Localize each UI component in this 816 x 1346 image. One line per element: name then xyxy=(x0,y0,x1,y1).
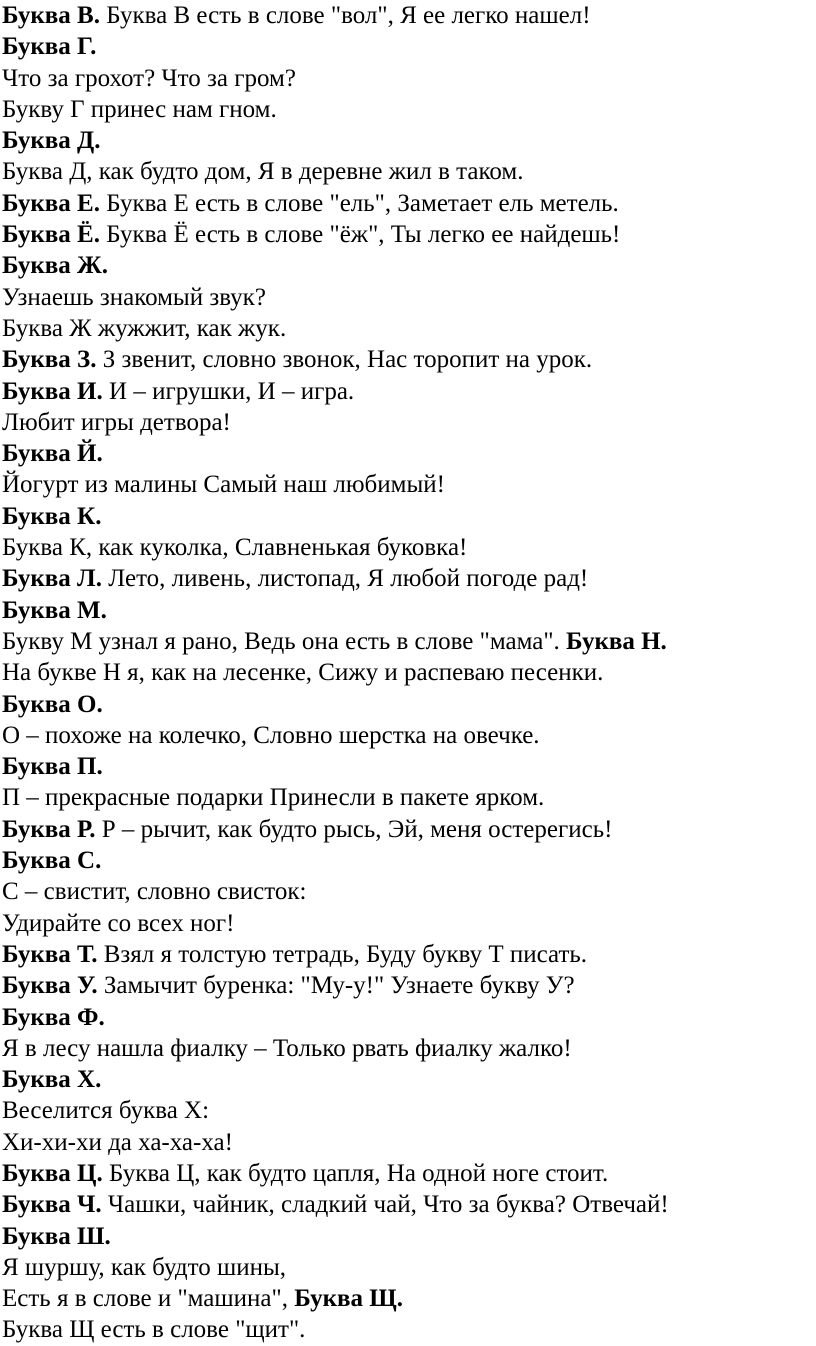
letter-heading: Буква Т. xyxy=(2,940,98,968)
verse-text: Букву М узнал я рано, Ведь она есть в слове "мама". xyxy=(2,627,567,655)
verse-text: С – свистит, словно свисток: xyxy=(2,878,307,906)
verse-text: З звенит, словно звонок, Нас торопит на урок. xyxy=(96,346,593,374)
verse-text: Буква Щ есть в слове "щит". xyxy=(2,1316,306,1344)
letter-heading: Буква Ё. xyxy=(2,221,100,249)
verse-text: Буква Д, как будто дом, Я в деревне жил в таком. xyxy=(2,158,524,186)
verse-text: Лето, ливень, листопад, Я любой погоде рад! xyxy=(101,565,589,593)
text-line xyxy=(2,532,816,563)
text-line xyxy=(2,1095,816,1126)
letter-heading: Буква К. xyxy=(2,502,102,530)
verse-text: Удирайте со всех ног! xyxy=(2,909,235,937)
text-line xyxy=(2,1158,816,1189)
text-line xyxy=(2,376,816,407)
text-line xyxy=(2,188,816,219)
text-line xyxy=(2,501,816,532)
text-line xyxy=(2,782,816,813)
verse-text: Буква Ж жужжит, как жук. xyxy=(2,314,287,342)
verse-text: Любит игры детвора! xyxy=(2,408,231,436)
text-line xyxy=(2,939,816,970)
text-line xyxy=(2,156,816,187)
verse-text: Взял я толстую тетрадь, Буду букву Т писать. xyxy=(97,940,588,968)
text-line xyxy=(2,720,816,751)
text-line xyxy=(2,31,816,62)
letter-heading: Буква И. xyxy=(2,377,103,405)
letter-heading: Буква З. xyxy=(2,346,97,374)
text-line xyxy=(2,1252,816,1283)
text-line xyxy=(2,250,816,281)
text-line xyxy=(2,1283,816,1314)
letter-heading: Буква Р. xyxy=(2,815,96,843)
text-line xyxy=(2,407,816,438)
text-line xyxy=(2,563,816,594)
letter-heading: Буква М. xyxy=(2,596,107,624)
letter-heading: Буква Ш. xyxy=(2,1222,111,1250)
text-line xyxy=(2,1033,816,1064)
verse-text: Хи-хи-хи да ха-ха-ха! xyxy=(2,1128,233,1156)
text-line xyxy=(2,1221,816,1252)
verse-text: Буква Ё есть в слове "ёж", Ты легко ее найдешь! xyxy=(100,221,621,249)
verse-text: Узнаешь знакомый звук? xyxy=(2,283,266,311)
text-line xyxy=(2,63,816,94)
verse-text: Буква Е есть в слове "ель", Заметает ель метель. xyxy=(100,189,619,217)
text-line xyxy=(2,1314,816,1345)
letter-heading: Буква П. xyxy=(2,753,103,781)
letter-heading: Буква В. xyxy=(2,2,100,29)
text-line xyxy=(2,1002,816,1033)
verse-text: Есть я в слове и "машина", xyxy=(2,1285,295,1313)
text-line xyxy=(2,438,816,469)
verse-text: Я шуршу, как будто шины, xyxy=(2,1253,286,1281)
letter-heading: Буква Е. xyxy=(2,189,100,217)
letter-heading: Буква Щ. xyxy=(294,1285,403,1313)
letter-heading: Буква Л. xyxy=(2,565,102,593)
verse-text: Буква К, как куколка, Славненькая буковка! xyxy=(2,534,468,562)
text-line xyxy=(2,814,816,845)
verse-text: Что за грохот? Что за гром? xyxy=(2,64,296,92)
letter-heading: Буква У. xyxy=(2,972,98,1000)
verse-text: На букве Н я, как на лесенке, Сижу и распеваю песенки. xyxy=(2,659,604,687)
text-line xyxy=(2,845,816,876)
letter-heading: Буква С. xyxy=(2,847,102,875)
text-line xyxy=(2,876,816,907)
verse-text: Йогурт из малины Самый наш любимый! xyxy=(2,471,445,499)
text-line xyxy=(2,1064,816,1095)
text-line xyxy=(2,908,816,939)
text-line xyxy=(2,970,816,1001)
text-line xyxy=(2,751,816,782)
text-line xyxy=(2,626,816,657)
text-line xyxy=(2,282,816,313)
text-line xyxy=(2,219,816,250)
verse-text: Веселится буква Х: xyxy=(2,1097,210,1125)
text-line xyxy=(2,689,816,720)
letter-heading: Буква Х. xyxy=(2,1066,102,1094)
verse-text: Я в лесу нашла фиалку – Только рвать фиалку жалко! xyxy=(2,1034,572,1062)
text-line xyxy=(2,657,816,688)
letter-heading: Буква Г. xyxy=(2,33,97,61)
letter-heading: Буква Ц. xyxy=(2,1159,103,1187)
letter-heading: Буква Ф. xyxy=(2,1003,105,1031)
letter-heading: Буква Д. xyxy=(2,127,101,155)
text-line xyxy=(2,1189,816,1220)
text-line xyxy=(2,313,816,344)
letter-heading: Буква Н. xyxy=(566,627,667,655)
letter-heading: Буква Й. xyxy=(2,440,103,468)
verse-text: Р – рычит, как будто рысь, Эй, меня остерегись! xyxy=(95,815,613,843)
verse-text: Буква В есть в слове "вол", Я ее легко нашел! xyxy=(100,2,591,29)
text-line xyxy=(2,0,816,31)
text-line xyxy=(2,1127,816,1158)
verse-text: Замычит буренка: "Му-у!" Узнаете букву У? xyxy=(97,972,575,1000)
letter-heading: Буква О. xyxy=(2,690,103,718)
verse-text: Буква Ц, как будто цапля, На одной ноге стоит. xyxy=(102,1159,609,1187)
text-line xyxy=(2,125,816,156)
verse-text: О – похоже на колечко, Словно шерстка на овечке. xyxy=(2,721,540,749)
verse-text: П – прекрасные подарки Принесли в пакете ярком. xyxy=(2,784,545,812)
text-line xyxy=(2,469,816,500)
letter-heading: Буква Ч. xyxy=(2,1191,102,1219)
text-line xyxy=(2,94,816,125)
verse-text: И – игрушки, И – игра. xyxy=(102,377,355,405)
verse-text: Букву Г принес нам гном. xyxy=(2,95,277,123)
letter-heading: Буква Ж. xyxy=(2,252,109,280)
verse-text: Чашки, чайник, сладкий чай, Что за буква? Отвечай! xyxy=(101,1191,669,1219)
text-line xyxy=(2,344,816,375)
text-line xyxy=(2,595,816,626)
